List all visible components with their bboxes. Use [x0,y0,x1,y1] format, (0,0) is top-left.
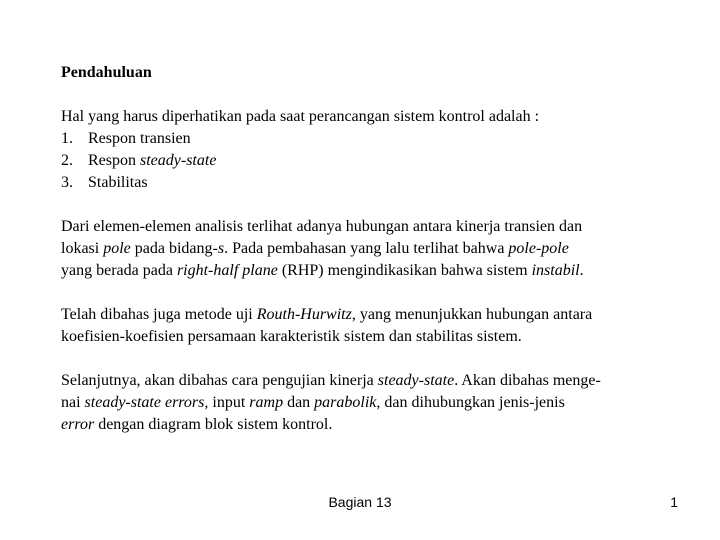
intro-text: Hal yang harus diperhatikan pada saat perancangan sistem kontrol adalah : [61,108,540,125]
list-text: Respon transien [88,130,191,147]
section-heading: Pendahuluan [61,64,152,81]
list-number: 3. [61,174,73,191]
list-number: 1. [61,130,73,147]
list-text: Respon steady-state [88,152,217,169]
paragraph-pole-location: Dari elemen-elemen analisis terlihat adanya hubungan antara kinerja transien dan lokasi pole pada bidang-s. Pada pembahasan yang lalu terlihat bahwa pole-pole yang berada pada right-half plane (RHP) mengindikasikan bahwa sistem instabil. [61,218,584,279]
list-number: 2. [61,152,73,169]
list-item [61,128,681,150]
footer-section-label: Bagian 13 [328,494,392,510]
list-text: Stabilitas [88,174,148,191]
paragraph-routh-hurwitz: Telah dibahas juga metode uji Routh-Hurwitz, yang menunjukkan hubungan antara koefisien-koefisien persamaan karakteristik sistem dan stabilitas sistem. [61,306,593,345]
page-number: 1 [670,494,678,510]
list-item [61,150,681,172]
paragraph-steady-state: Selanjutnya, akan dibahas cara pengujian kinerja steady-state. Akan dibahas menge- nai steady-state errors, input ramp dan parabolik, dan dihubungkan jenis-jenis error dengan diagram blok sistem kontrol. [61,372,601,433]
list-item [61,172,681,194]
slide-content [61,62,681,436]
requirements-list [61,128,681,194]
